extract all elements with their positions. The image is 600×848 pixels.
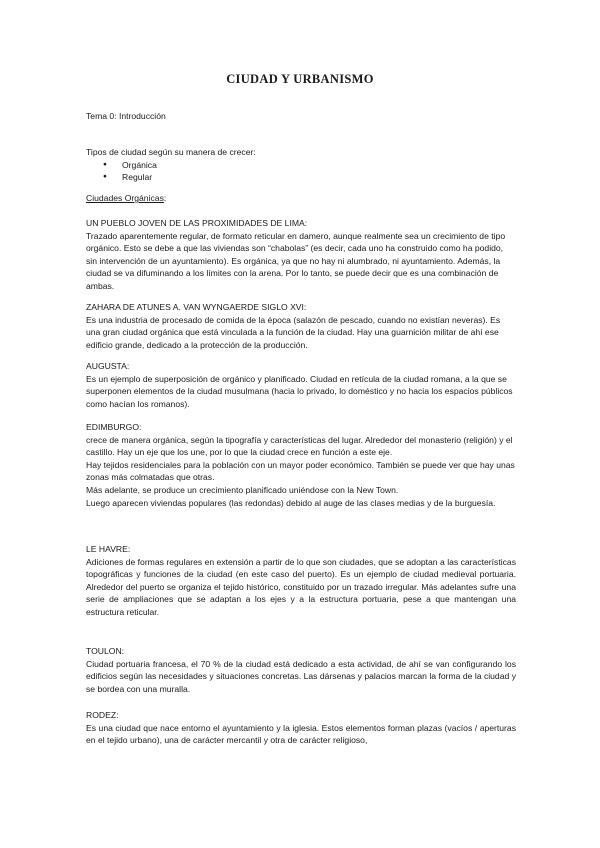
- section-paragraph: Es una ciudad que nace entorno el ayuntamiento y la iglesia. Estos elementos forman plazas (vacíos / aperturas en el tejido urbano), una de carácter mercantil y otra de carácter religioso,: [86, 722, 516, 746]
- section-heading: UN PUEBLO JOVEN DE LAS PROXIMIDADES DE LIMA:: [86, 218, 308, 228]
- tema-heading: [86, 110, 516, 123]
- section-le-havre: [86, 543, 516, 619]
- city-types-list: [86, 159, 516, 184]
- section-paragraph: Adiciones de formas regulares en extensión a partir de lo que son ciudades, que se adoptan a las características topográficas y funciones de la ciudad (en este caso del puerto). Es un ejemplo de ciudad medieval portuaria. Alrededor del puerto se organiza el tejido histórico, constituido por un trazado irregular. Más adelantes sufre una serie de ampliaciones que se adaptan a los ejes y a la estructura portuaria, pese a que mantengan una estructura reticular.: [86, 556, 516, 617]
- section-heading: AUGUSTA:: [86, 361, 130, 371]
- list-item-regular: ● Regular: [86, 171, 516, 184]
- tema-text: Tema 0: Introducción: [86, 111, 166, 121]
- section-paragraph: Ciudad portuaria francesa, el 70 % de la ciudad está dedicado a esta actividad, de ahí se van configurando los edificios según las necesidades y situaciones concretas. Las dársenas y palacios marcan la forma de la ciudad y se bordea con una muralla.: [86, 658, 516, 694]
- section-edimburgo: [86, 421, 516, 509]
- section-paragraph: Luego aparecen viviendas populares (las redondas) debido al auge de las clases medias y de la burguesía.: [86, 497, 496, 508]
- section-heading: ZAHARA DE ATUNES A. VAN WYNGAERDE SIGLO XVI:: [86, 302, 307, 312]
- organicas-heading-colon: :: [163, 193, 167, 203]
- section-paragraph: Es un ejemplo de superposición de orgánico y planificado. Ciudad en retícula de la ciudad romana, a la que se superponen elementos de la ciudad musulmana (hacia lo privado, lo doméstico y no hacia los espacios públicos como hacían los romanos).: [86, 373, 513, 409]
- section-paragraph: Es una industria de procesado de comida de la época (salazón de pescado, cuando no existían neveras). Es una gran ciudad orgánica que está vinculada a la función de la ciudad. Hay una guarnición militar de ahí ese edificio grande, dedicado a la protección de la producción.: [86, 314, 501, 350]
- document-title: CIUDAD Y URBANISMO: [226, 72, 374, 86]
- section-heading: LE HAVRE:: [86, 544, 131, 554]
- organicas-heading-text: Ciudades Orgánicas: [86, 193, 164, 203]
- section-paragraph: Trazado aparentemente regular, de formato reticular en damero, aunque realmente sea un crecimiento de tipo orgánico. Esto se debe a que las viviendas son “chabolas” (es decir, cada uno ha construido como ha podido, sin intervención de un ayuntamiento). Es orgánica, ya que no hay ni alumbrado, ni ayuntamiento. Además, la ciudad se va difuminando a los límites con la arena. Por lo tanto, se puede decir que es una combinación de ambas.: [86, 230, 506, 291]
- organicas-heading: [86, 192, 516, 205]
- section-heading: TOULON:: [86, 646, 125, 656]
- list-item-organica: ● Orgánica: [86, 159, 516, 172]
- section-zahara: [86, 301, 516, 351]
- section-lima: [86, 217, 516, 293]
- section-rodez: [86, 709, 516, 747]
- section-heading: RODEZ:: [86, 710, 119, 720]
- section-paragraph: crece de manera orgánica, según la tipografía y características del lugar. Alrededor del monasterio (religión) y el castillo. Hay un eje que los une, por lo que la ciudad crece en función a este eje.: [86, 434, 513, 458]
- city-types-block: [86, 146, 516, 184]
- section-paragraph: Más adelante, se produce un crecimiento planificado uniéndose con la New Town.: [86, 484, 399, 495]
- city-types-intro: Tipos de ciudad según su manera de crecer:: [86, 147, 256, 157]
- section-toulon: [86, 645, 516, 695]
- section-paragraph: Hay tejidos residenciales para la población con un mayor poder económico. También se puede ver que hay unas zonas más colmatadas que otras.: [86, 459, 515, 483]
- section-augusta: [86, 360, 516, 410]
- section-heading: EDIMBURGO:: [86, 422, 142, 432]
